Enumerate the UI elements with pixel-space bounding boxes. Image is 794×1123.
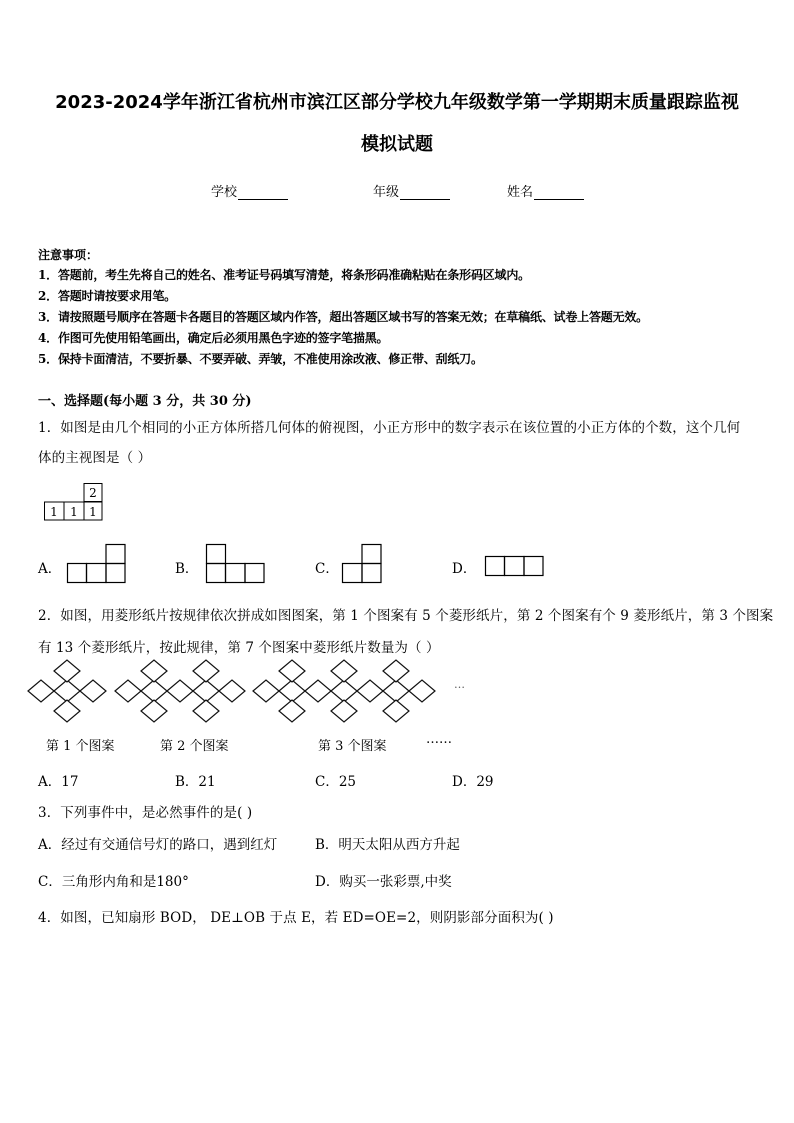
rhombus-piece xyxy=(331,680,357,702)
q1-option-c-label: C． xyxy=(315,561,339,577)
note-item-2: 2．答题时请按要求用笔。 xyxy=(38,289,176,303)
rhombus-piece xyxy=(141,680,167,702)
q4-stem: 4．如图，已知扇形 BOD， DE⊥OB 于点 E，若 ED=OE=2，则阴影部分面积为( ) xyxy=(38,910,554,926)
q1-option-a-figure xyxy=(67,544,127,584)
rhombus-piece xyxy=(409,680,435,702)
q3-stem: 3．下列事件中，是必然事件的是( ) xyxy=(38,805,253,821)
q3-option-b: B．明天太阳从西方升起 xyxy=(315,837,460,853)
grid-number: 1 xyxy=(89,505,97,519)
q3-option-a: A．经过有交通信号灯的路口，遇到红灯 xyxy=(38,837,278,853)
q2-caption-ellipsis: …… xyxy=(426,732,452,747)
rhombus-piece xyxy=(305,680,331,702)
q2-stem-line2: 有 13 个菱形纸片，按此规律，第 7 个图案中菱形纸片数量为（ ） xyxy=(38,640,440,656)
q2-option-a: A．17 xyxy=(38,774,79,790)
q1-option-d-figure xyxy=(485,556,547,580)
rhombus-piece xyxy=(193,700,219,722)
q2-stem-line1: 2．如图，用菱形纸片按规律依次拼成如图图案，第 1 个图案有 5 个菱形纸片，第 2 个图案有个 9 菱形纸片，第 3 个图案 xyxy=(38,608,774,624)
q2-option-b: B．21 xyxy=(175,774,216,790)
note-item-3: 3．请按照题号顺序在答题卡各题目的答题区域内作答，超出答题区域书写的答案无效；在草稿纸、试卷上答题无效。 xyxy=(38,310,648,324)
note-item-4: 4．作图可先使用铅笔画出，确定后必须用黑色字迹的签字笔描黑。 xyxy=(38,331,389,345)
rhombus-piece xyxy=(54,660,80,682)
rhombus-piece xyxy=(219,680,245,702)
q1-stem-line1: 1．如图是由几个相同的小正方体所搭几何体的俯视图，小正方形中的数字表示在该位置的小正方体的个数，这个几何 xyxy=(38,420,741,436)
rhombus-piece xyxy=(383,680,409,702)
q2-caption-3: 第 3 个图案 xyxy=(318,739,387,754)
name-label: 姓名 xyxy=(507,185,534,200)
q3-option-c: C．三角形内角和是180° xyxy=(38,874,189,890)
grade-field xyxy=(373,181,450,200)
q3-option-d: D．购买一张彩票,中奖 xyxy=(315,874,452,890)
q1-stem-line2: 体的主视图是（ ） xyxy=(38,450,152,466)
name-blank xyxy=(534,186,584,200)
rhombus-piece xyxy=(28,680,54,702)
rhombus-piece xyxy=(279,660,305,682)
rhombus-piece xyxy=(54,680,80,702)
notes-heading: 注意事项： xyxy=(38,248,99,262)
school-blank xyxy=(238,186,288,200)
rhombus-piece xyxy=(115,680,141,702)
rhombus-piece xyxy=(357,680,383,702)
q2-rhombus-patterns xyxy=(38,660,468,726)
rhombus-piece xyxy=(193,660,219,682)
q2-caption-2: 第 2 个图案 xyxy=(160,739,229,754)
q1-option-a-label: A． xyxy=(38,561,62,577)
note-item-5: 5．保持卡面清洁，不要折暴、不要弄破、弄皱，不准使用涂改液、修正带、刮纸刀。 xyxy=(38,352,483,366)
exam-title-line1: 2023-2024学年浙江省杭州市滨江区部分学校九年级数学第一学期期末质量跟踪监视 xyxy=(55,92,739,113)
q1-option-d-label: D． xyxy=(452,561,477,577)
grid-number: 2 xyxy=(89,486,97,500)
rhombus-piece xyxy=(141,660,167,682)
school-label: 学校 xyxy=(211,185,238,200)
name-field xyxy=(507,181,584,200)
q1-option-b-figure xyxy=(206,544,266,584)
q1-option-c-figure xyxy=(342,544,386,584)
rhombus-piece xyxy=(331,700,357,722)
rhombus-piece xyxy=(331,660,357,682)
rhombus-piece xyxy=(193,680,219,702)
q2-option-d: D．29 xyxy=(452,774,494,790)
section-heading: 一、选择题(每小题 3 分，共 30 分) xyxy=(38,394,252,409)
rhombus-piece xyxy=(279,700,305,722)
grade-label: 年级 xyxy=(373,185,400,200)
rhombus-piece xyxy=(253,680,279,702)
rhombus-piece xyxy=(80,680,106,702)
rhombus-piece xyxy=(54,700,80,722)
rhombus-piece xyxy=(279,680,305,702)
school-field xyxy=(211,181,288,200)
q2-caption-1: 第 1 个图案 xyxy=(46,739,115,754)
q1-option-b-label: B． xyxy=(175,561,199,577)
grade-blank xyxy=(400,186,450,200)
rhombus-piece xyxy=(167,680,193,702)
exam-title-line2: 模拟试题 xyxy=(361,134,433,155)
grid-number: 1 xyxy=(50,505,58,519)
rhombus-piece xyxy=(383,660,409,682)
q1-top-view-grid xyxy=(44,483,108,523)
q2-option-c: C．25 xyxy=(315,774,357,790)
rhombus-piece xyxy=(141,700,167,722)
grid-number: 1 xyxy=(70,505,78,519)
q2-figure-ellipsis: … xyxy=(454,678,465,691)
note-item-1: 1．答题前，考生先将自己的姓名、准考证号码填写清楚，将条形码准确粘贴在条形码区域内。 xyxy=(38,268,530,282)
rhombus-piece xyxy=(383,700,409,722)
